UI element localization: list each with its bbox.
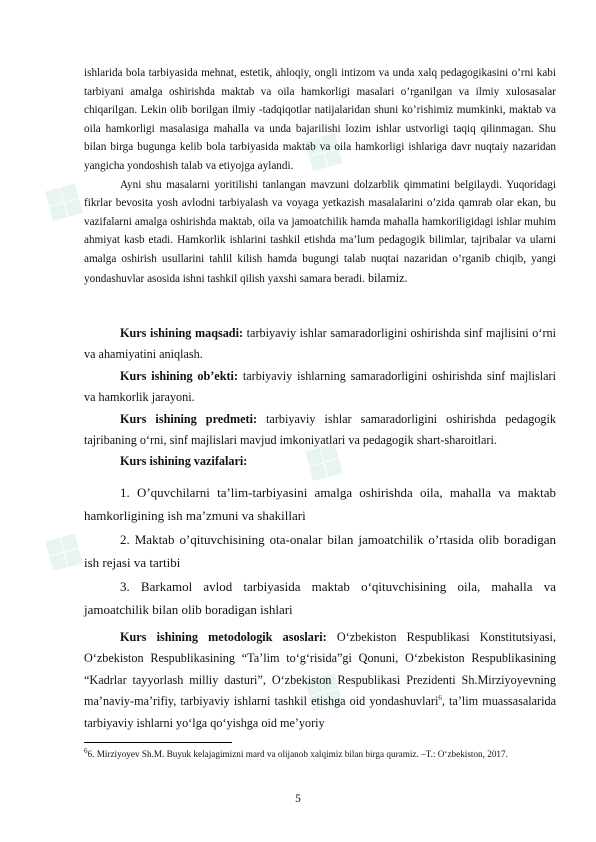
footnote-text: 6. Mirziyoyev Sh.M. Buyuk kelajagimizni mard va olijanob xalqimiz bilan birga quramiz. –T.: O‘zbekiston, 2017. — [87, 749, 508, 759]
footnote-divider — [84, 742, 232, 743]
task-item-3: 3. Barkamol avlod tarbiyasida maktab o‘qituvchisining oila, mahalla va jamoatchilik bilan olib boradigan ishlari — [84, 578, 556, 618]
course-tasks-list — [84, 481, 556, 621]
course-object — [84, 366, 556, 409]
paragraph-relevance — [84, 176, 556, 289]
task-item-1: 1. O’quvchilarni ta’lim-tarbiyasini amalga oshirishda oila, mahalla va maktab hamkorligining ish ma’zmuni va shakillari — [84, 485, 556, 524]
course-tasks-heading — [84, 451, 556, 472]
methodology-label: Kurs ishining metodologik asoslari: — [120, 630, 327, 644]
course-subject-text: tarbiyaviy ishlar samaradorligini oshirishda pedagogik tajribaning o‘rni, sinf majlislari mavjud imkoniyatlari va pedagogik shart-sharoitlari. — [84, 411, 556, 448]
course-tasks-label: Kurs ishining vazifalari: — [120, 454, 248, 469]
footnote — [84, 748, 556, 760]
paragraph-intro-block — [84, 64, 556, 288]
footnote-ref[interactable]: 6 — [438, 694, 442, 703]
paragraph-relevance-text: Ayni shu masalarni yoritilishi tanlangan mavzuni dolzarblik qimmatini belgilaydi. Yuqoridagi fikrlar bevosita yosh avlodni tarbiyalash va voyaga yetkazish masalalarini o’zida qamrab olar ekan, bu vazifalarni amalga oshirishda maktab, oila va jamoatchilik hamda mahalla hamkoriligidagi ishlar muhim ahmiyat kasb etadi. Hamkorlik ishlarini tashkil etishda ma’lum pedagogik bilimlar, tajribalar va ularni amalga oshirish usullarini tahlil kilish hamda bugungi talab nuqtai nazaridan o’rganib chiqib, yangi yondashuvlar asosida ishni tashkil qilish yaxshi samara beradi. — [84, 178, 556, 285]
course-subject-label: Kurs ishining predmeti: — [120, 411, 258, 426]
page-number: 5 — [295, 793, 301, 805]
methodology-block — [84, 627, 556, 734]
paragraph-intro: ishlarida bola tarbiyasida mehnat, estetik, ahloqiy, ongli intizom va unda xalq pedagogikasini o’rni kabi tarbiyani amalga oshirishda maktab va oila hamkorligi masalari o’rganilgan va ilmiy xulosasalar chiqarilgan. Lekin olib borilgan ilmiy -tadqiqotlar natijalaridan shuni ko’rishimiz mumkinki, maktab va oila hamkorligi masalasiga mahalla va unda bajarilishi lozim ishlar ustvorligi taqiq qilinmagan. Shu bilan birga bugunga kelib bola tarbiyasida maktab va oila hamkorligi ishlariga davr nuqtaiy nazaridan yangicha yondoshish talab va etiyojga aylandi. — [84, 67, 556, 172]
methodology-paragraph — [84, 627, 556, 734]
course-goal — [84, 323, 556, 366]
paragraph-relevance-tail: bilamiz. — [364, 270, 408, 285]
course-goal-text: tarbiyaviy ishlar samaradorligini oshirishda sinf majlisini o‘rni va ahamiyatini aniqlash. — [84, 326, 556, 362]
course-goal-label: Kurs ishining maqsadi: — [120, 326, 244, 340]
footnote-mark: 6 — [84, 746, 88, 755]
methodology-text: O‘zbekiston Respublikasi Konstitutsiyasi, O‘zbekiston Respublikasining “Ta’lim to‘g‘risida”gi Qonuni, O‘zbekiston Respublikasining “Kadrlar tayyorlash milliy dasturi”, O‘zbekiston Respublikasi Prezidenti Sh.Mirziyoyevning ma’naviy-ma’rifiy, tarbiyaviy ishlarni tashkil etishga oid yondashuvlari — [84, 630, 556, 709]
course-object-label: Kurs ishining ob’ekti: — [120, 368, 239, 383]
document-page: ❖ ❖ ❖ ❖ ❖ ishlarida bola tarbiyasida mehnat, estetik, ahloqiy, ongli intizom va unda xalq pedagogikasini o’rni kabi tarbiyani amalga oshirishda maktab va oila hamkorligi masalari o’rganilgan va ilmiy xulosasalar chiqarilgan. Lekin olib borilgan ilmiy -tadqiqotlar natijalaridan shuni ko’rishimiz mumkinki, maktab va oila hamkorligi masalasiga mahalla va unda bajarilishi lozim ishlar ustvorligi taqiq qilinmagan. Shu bilan birga bugunga kelib bola tarbiyasida maktab va oila hamkorligi ishlariga davr nuqtaiy nazaridan yangicha yondoshish talab va etiyojga aylandi. Ayni shu masalarni yoritilishi tanlangan mavzuni dolzarblik qimmatini belgilaydi. Yuqoridagi fikrlar bevosita yosh avlodni tarbiyalash va voyaga yetkazish masalalarini o’zida qamrab olar ekan, bu vazifalarni amalga oshirishda maktab, oila va jamoatchilik hamda mahalla hamkoriligidagi ishlar muhim ahmiyat kasb etadi. Hamkorlik ishlarini tashkil etishda ma’lum pedagogik bilimlar, tajribalar va ularni amalga oshirish usullarini tahlil kilish hamda bugungi talab nuqtai nazaridan o’rganib chiqib, yangi yondashuvlar asosida ishni tashkil qilish yaxshi samara beradi. bilamiz. Kurs ishining maqsadi: tarbiyaviy ishlar samaradorligini oshirishda sinf majlisini o‘rni va ahamiyatini aniqlash. Kurs ishining ob’ekti: tarbiyaviy ishlarning samaradorligini oshirishda sinf majlislari va hamkorlik jarayoni. Kurs ishining predmeti: tarbiyaviy ishlar samaradorligini oshirishda pedagogik tajribaning o‘rni, sinf majlislari mavjud imkoniyatlari va pedagogik shart-sharoitlari. Kurs ishining vazifalari: 1. O’quvchilarni ta’lim-tarbiyasini amalga oshirishda oila, mahalla va maktab hamkorligining ish ma’zmuni va shakillari 2. Maktab o’qituvchisining ota-onalar bilan jamoatchilik o’rtasida olib boradigan ish rejasi va tartibi 3. Barkamol avlod tarbiyasida maktab o‘qituvchisining oila, mahalla va jamoatchilik bilan olib boradigan ishlari Kurs ishining metodologik asoslari: O‘zbekiston Respublikasi Konstitutsiyasi, O‘zbekiston Respublikasining “Ta’lim to‘g‘risida”gi Qonuni, O‘zbekiston Respublikasining “Kadrlar tayyorlash milliy dasturi”, O‘zbekiston Respublikasi Prezidenti Sh.Mirziyoyevning ma’naviy-ma’rifiy, tarbiyaviy ishlarni tashkil etishga oid yondashuvlari$^6$, ta’lim muassasalarida tarbiyaviy ishlarni yo‘lga qo‘yishga oid me’yoriy $^6$6. Mirziyoyev Sh.M. Buyuk kelajagimizni mard va olijanob xalqimiz bilan birga quramiz. –T.: O‘zbekiston, 2017. 5 — [0, 0, 596, 842]
course-object-text: tarbiyaviy ishlarning samaradorligini oshirishda sinf majlislari va hamkorlik jarayoni. — [84, 368, 556, 405]
course-goals-block — [84, 323, 556, 473]
task-item-2: 2. Maktab o’qituvchisining ota-onalar bilan jamoatchilik o’rtasida olib boradigan ish rejasi va tartibi — [84, 531, 556, 571]
course-subject — [84, 409, 556, 452]
methodology-tail: , ta’lim muassasalarida tarbiyaviy ishlarni yo‘lga qo‘yishga oid me’yoriy — [84, 694, 556, 730]
